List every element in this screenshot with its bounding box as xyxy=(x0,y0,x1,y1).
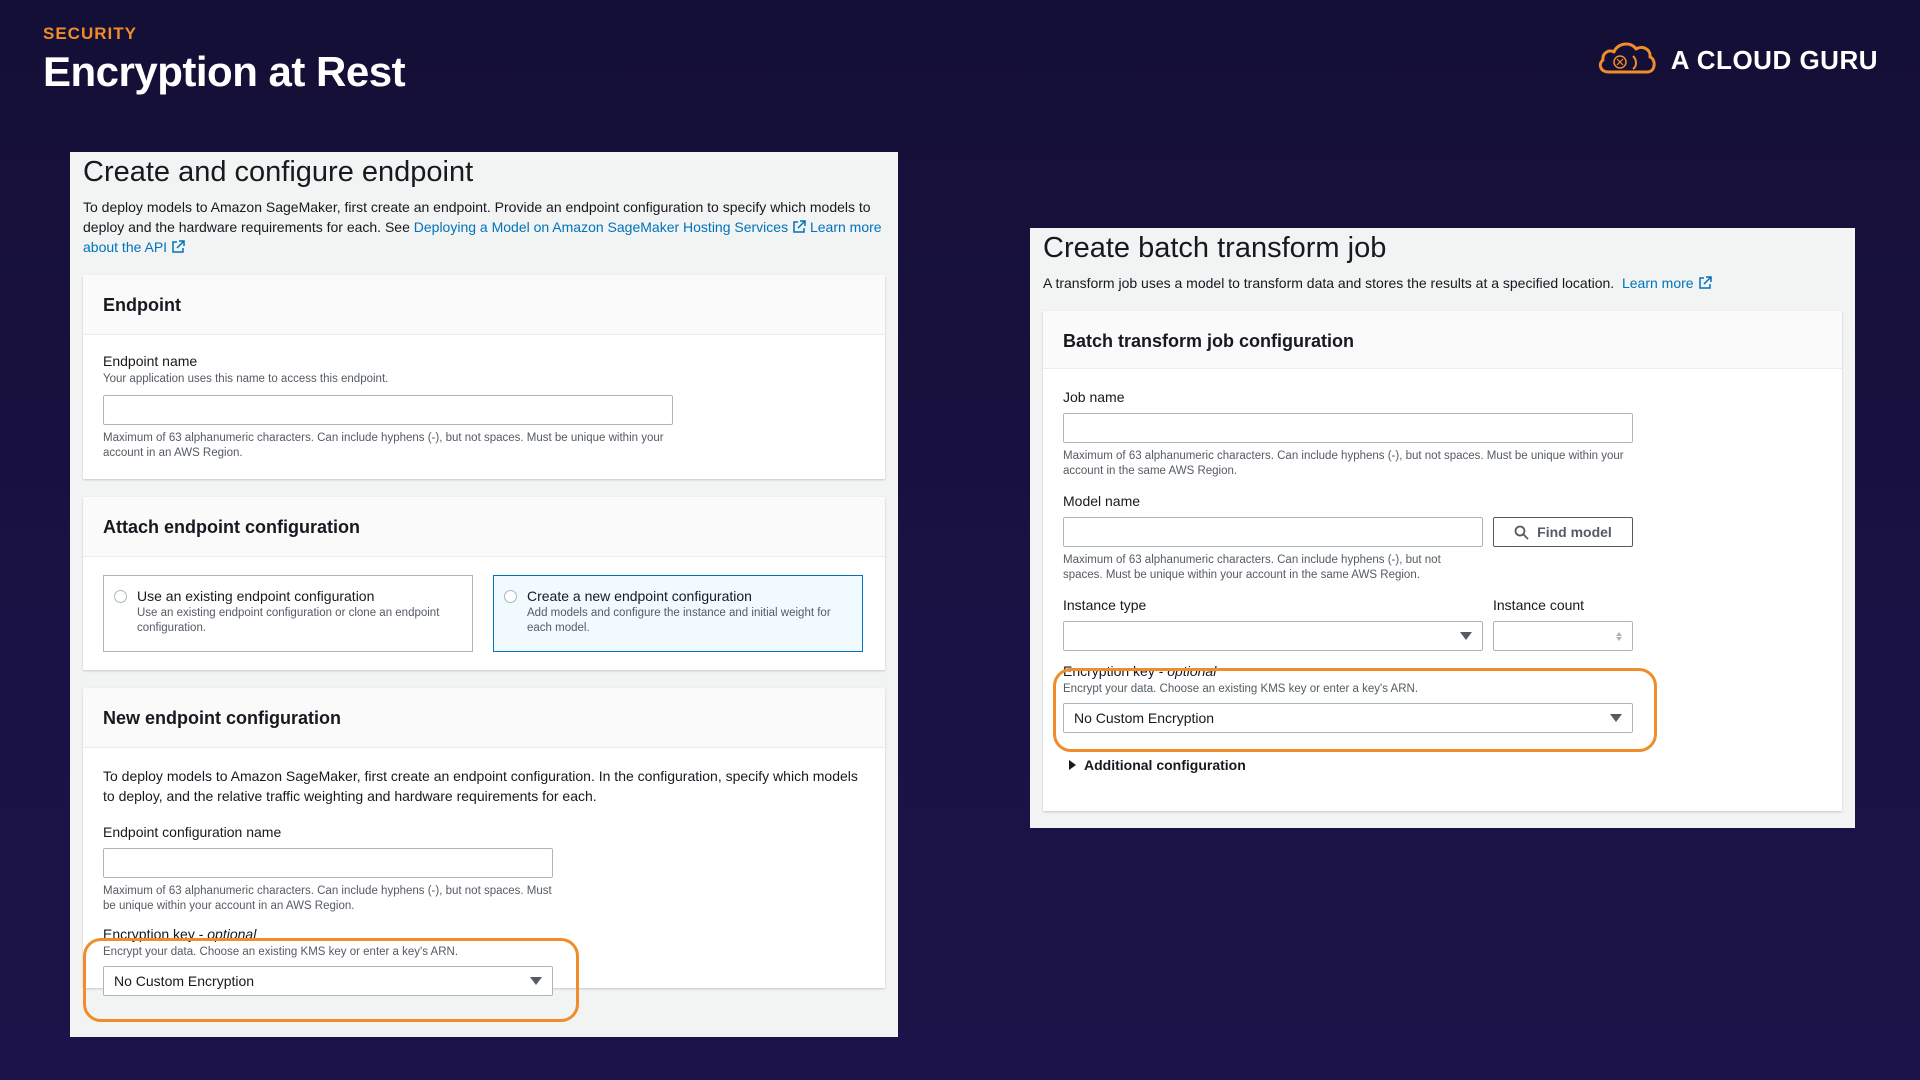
field-label: Endpoint name xyxy=(103,353,198,369)
tile-title: Create a new endpoint configuration xyxy=(527,588,752,604)
section-eyebrow: SECURITY xyxy=(43,24,137,43)
section-description: To deploy models to Amazon SageMaker, first create an endpoint configuration. In the configuration, specify which models to deploy, and the relative traffic weighting and hardware requirements for each. xyxy=(103,768,858,804)
cloud-logo-icon xyxy=(1595,38,1659,83)
select-value: No Custom Encryption xyxy=(1074,710,1215,726)
endpoint-config-name-input[interactable] xyxy=(103,848,553,878)
learn-more-link[interactable]: Learn more xyxy=(1621,275,1694,291)
create-endpoint-screenshot xyxy=(70,152,898,1037)
api-link[interactable]: Learn more about the API xyxy=(83,219,882,255)
field-label: Model name xyxy=(1063,493,1141,509)
existing-config-tile[interactable] xyxy=(103,575,473,652)
tile-description: Use an existing endpoint configuration or clone an endpoint configuration. xyxy=(137,607,440,634)
section-heading: Attach endpoint configuration xyxy=(103,517,360,537)
radio-button[interactable] xyxy=(114,590,127,603)
field-hint: Maximum of 63 alphanumeric characters. Can include hyphens (-), but not spaces. Must be unique within your account in an AWS Region. xyxy=(103,885,552,912)
page-intro: A transform job uses a model to transform data and stores the results at a specified location. Learn more xyxy=(1030,273,1855,293)
field-description: Your application uses this name to access this endpoint. xyxy=(103,373,389,385)
brand-name: A CLOUD GURU xyxy=(1670,45,1878,75)
config-option-tiles xyxy=(103,575,865,652)
caret-down-icon xyxy=(1460,632,1472,640)
field-label: Endpoint configuration name xyxy=(103,824,282,840)
select-value: No Custom Encryption xyxy=(114,973,255,989)
hosting-services-link[interactable]: Deploying a Model on Amazon SageMaker Hosting Services xyxy=(413,219,789,235)
tile-title: Use an existing endpoint configuration xyxy=(137,588,375,604)
instance-count-input[interactable] xyxy=(1493,621,1633,651)
radio-button[interactable] xyxy=(504,590,517,603)
endpoint-card xyxy=(83,275,885,479)
additional-configuration-toggle[interactable]: Additional configuration xyxy=(1069,757,1822,773)
field-label: Instance count xyxy=(1493,597,1585,613)
encryption-highlight xyxy=(1053,668,1657,752)
section-heading: New endpoint configuration xyxy=(103,708,341,728)
field-description: Encrypt your data. Choose an existing KMS key or enter a key's ARN. xyxy=(1063,683,1419,695)
brand-logo xyxy=(1595,38,1878,83)
external-link-icon xyxy=(792,220,806,234)
tile-description: Add models and configure the instance and initial weight for each model. xyxy=(527,607,831,634)
external-link-icon xyxy=(1698,276,1712,290)
field-description: Encrypt your data. Choose an existing KMS key or enter a key's ARN. xyxy=(103,946,459,958)
endpoint-name-input[interactable] xyxy=(103,395,673,425)
encryption-highlight xyxy=(83,938,579,1022)
external-link-icon xyxy=(171,240,185,254)
field-hint: Maximum of 63 alphanumeric characters. Can include hyphens (-), but not spaces. Must be unique within your account in an AWS Region. xyxy=(103,432,664,459)
field-label: Instance type xyxy=(1063,597,1147,613)
job-name-input[interactable] xyxy=(1063,413,1633,443)
find-model-button[interactable]: Find model xyxy=(1493,517,1633,547)
page-title: Create and configure endpoint xyxy=(83,156,474,188)
attach-config-card xyxy=(83,497,885,670)
search-icon xyxy=(1514,525,1529,540)
encryption-key-label: Encryption key - optional xyxy=(103,926,257,942)
new-config-tile[interactable] xyxy=(493,575,863,652)
model-name-input[interactable] xyxy=(1063,517,1483,547)
field-hint: Maximum of 63 alphanumeric characters. Can include hyphens (-), but not spaces. Must be unique within your account in the same AWS Region. xyxy=(1063,450,1624,477)
instance-type-select[interactable] xyxy=(1063,621,1483,651)
section-heading: Endpoint xyxy=(103,295,181,315)
section-heading: Batch transform job configuration xyxy=(1063,331,1355,351)
field-label: Job name xyxy=(1063,389,1125,405)
page-intro: To deploy models to Amazon SageMaker, first create an endpoint. Provide an endpoint configuration to specify which models to deploy and the hardware requirements for each. See Deploying a Model on Amazon SageMaker Hosting Services Learn more about the API xyxy=(83,199,882,255)
slide-header xyxy=(43,24,405,96)
stepper-icon[interactable] xyxy=(1616,632,1622,641)
encryption-key-label: Encryption key - optional xyxy=(1063,663,1217,679)
field-hint: Maximum of 63 alphanumeric characters. Can include hyphens (-), but not spaces. Must be unique within your account in the same AWS Region. xyxy=(1063,554,1441,581)
slide-title: Encryption at Rest xyxy=(43,48,406,95)
caret-right-icon xyxy=(1069,760,1076,770)
page-title: Create batch transform job xyxy=(1043,232,1387,264)
batch-transform-screenshot xyxy=(1030,228,1855,828)
